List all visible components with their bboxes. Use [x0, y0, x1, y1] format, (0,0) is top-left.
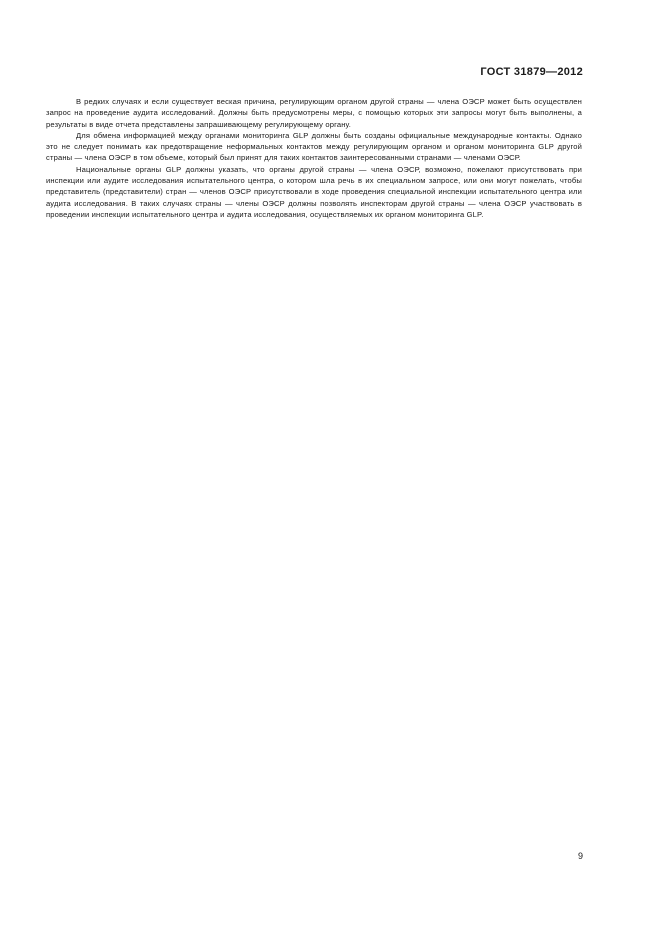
- paragraph-audit-request: В редких случаях и если существует веская причина, регулирующим органом другой страны — члена ОЭСР может быть осуществлен запрос на проведение аудита исследований. Должны быть предусмотрены меры, с помощью которых эти запросы могут быть выполнены, а результаты в виде отчета представлены запрашивающему регулирующему органу.: [46, 97, 582, 129]
- page-number: 9: [577, 851, 583, 861]
- standard-id-header: ГОСТ 31879—2012: [480, 66, 583, 78]
- paragraph-official-contacts: Для обмена информацией между органами мониторинга GLP должны быть созданы официальные международные контакты. Однако это не следует понимать как предотвращение неформальных контактов между регулирующим органом и органом мониторинга GLP другой страны — члена ОЭСР в том объеме, который был принят для таких контактов заинтересованными странами — членами ОЭСР.: [46, 130, 582, 163]
- paragraph-national-authorities: Национальные органы GLP должны указать, что органы другой страны — члена ОЭСР, возможно, пожелают присутствовать при инспекции или аудите исследования испытательного центра, о котором шла речь в их специальном запросе, или они могут пожелать, чтобы представитель (представители) стран — членов ОЭСР присутствовали в ходе проведения специальной инспекции испытательного центра или аудита исследования. В таких случаях страны — члены ОЭСР должны позволять инспекторам другой страны — члена ОЭСР участвовать в проведении инспекции испытательного центра и аудита исследования, осуществляемых их органом мониторинга GLP.: [46, 164, 582, 219]
- body-text: [46, 96, 582, 220]
